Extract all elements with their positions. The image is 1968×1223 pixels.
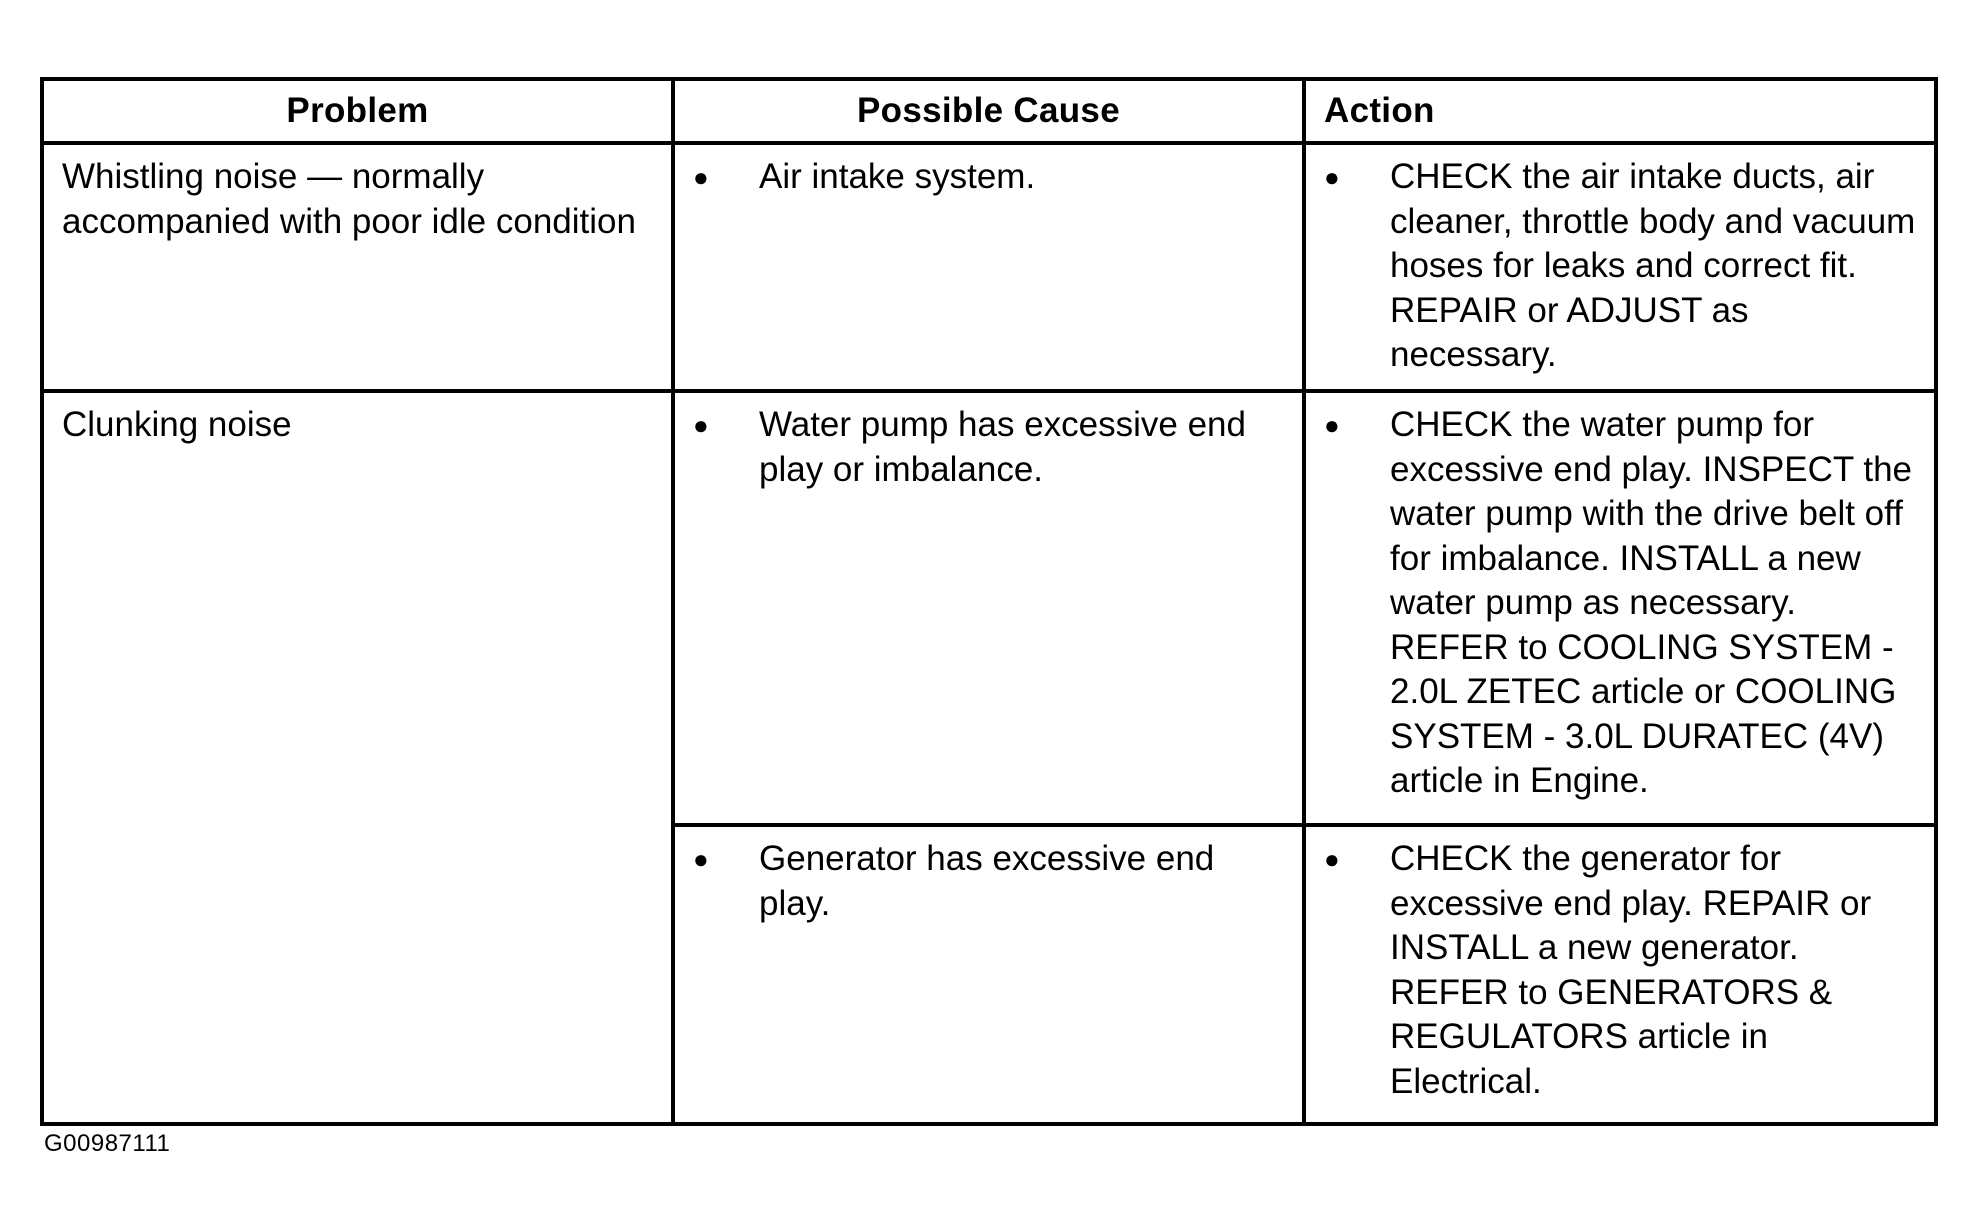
cause-cell bbox=[673, 825, 1304, 1124]
cause-text: Generator has excessive end play. bbox=[759, 839, 1215, 923]
cause-text: Air intake system. bbox=[759, 157, 1036, 196]
header-possible-cause: Possible Cause bbox=[673, 79, 1304, 143]
cause-bullet bbox=[693, 837, 1288, 926]
action-text: CHECK the water pump for excessive end play. INSPECT the water pump with the drive belt off for imbalance. INSTALL a new water pump as necessary. REFER to COOLING SYSTEM - 2.0L ZETEC article or COOLING SYSTEM - 3.0L DURATEC (4V) article in Engine. bbox=[1390, 405, 1913, 800]
cause-bullet bbox=[693, 403, 1288, 492]
bullet-icon: ● bbox=[1324, 162, 1340, 192]
action-text: CHECK the air intake ducts, air cleaner, throttle body and vacuum hoses for leaks and correct fit. REPAIR or ADJUST as necessary. bbox=[1390, 157, 1916, 374]
action-text: CHECK the generator for excessive end play. REPAIR or INSTALL a new generator. REFER to GENERATORS & REGULATORS article in Electrical. bbox=[1390, 839, 1872, 1101]
action-bullet bbox=[1324, 403, 1920, 804]
bullet-icon: ● bbox=[693, 162, 709, 192]
problem-cell bbox=[42, 143, 673, 391]
problem-text: Clunking noise bbox=[62, 405, 292, 444]
header-problem: Problem bbox=[42, 79, 673, 143]
diagnosis-table-container bbox=[40, 77, 1934, 1126]
action-bullet bbox=[1324, 155, 1920, 378]
problem-text: Whistling noise — normally accompanied with poor idle condition bbox=[62, 157, 636, 241]
bullet-icon: ● bbox=[1324, 410, 1340, 440]
bullet-icon: ● bbox=[693, 844, 709, 874]
action-bullet bbox=[1324, 837, 1920, 1104]
cause-bullet bbox=[693, 155, 1288, 200]
bullet-icon: ● bbox=[1324, 844, 1340, 874]
header-action: Action bbox=[1304, 79, 1936, 143]
table-row bbox=[42, 143, 1936, 391]
cause-cell bbox=[673, 391, 1304, 825]
cause-cell bbox=[673, 143, 1304, 391]
cause-text: Water pump has excessive end play or imbalance. bbox=[759, 405, 1246, 489]
table-row bbox=[42, 391, 1936, 825]
header-row bbox=[42, 79, 1936, 143]
diagnosis-table bbox=[40, 77, 1938, 1126]
figure-code: G00987111 bbox=[44, 1130, 171, 1157]
problem-cell bbox=[42, 391, 673, 1124]
action-cell bbox=[1304, 143, 1936, 391]
action-cell bbox=[1304, 391, 1936, 825]
action-cell bbox=[1304, 825, 1936, 1124]
bullet-icon: ● bbox=[693, 410, 709, 440]
